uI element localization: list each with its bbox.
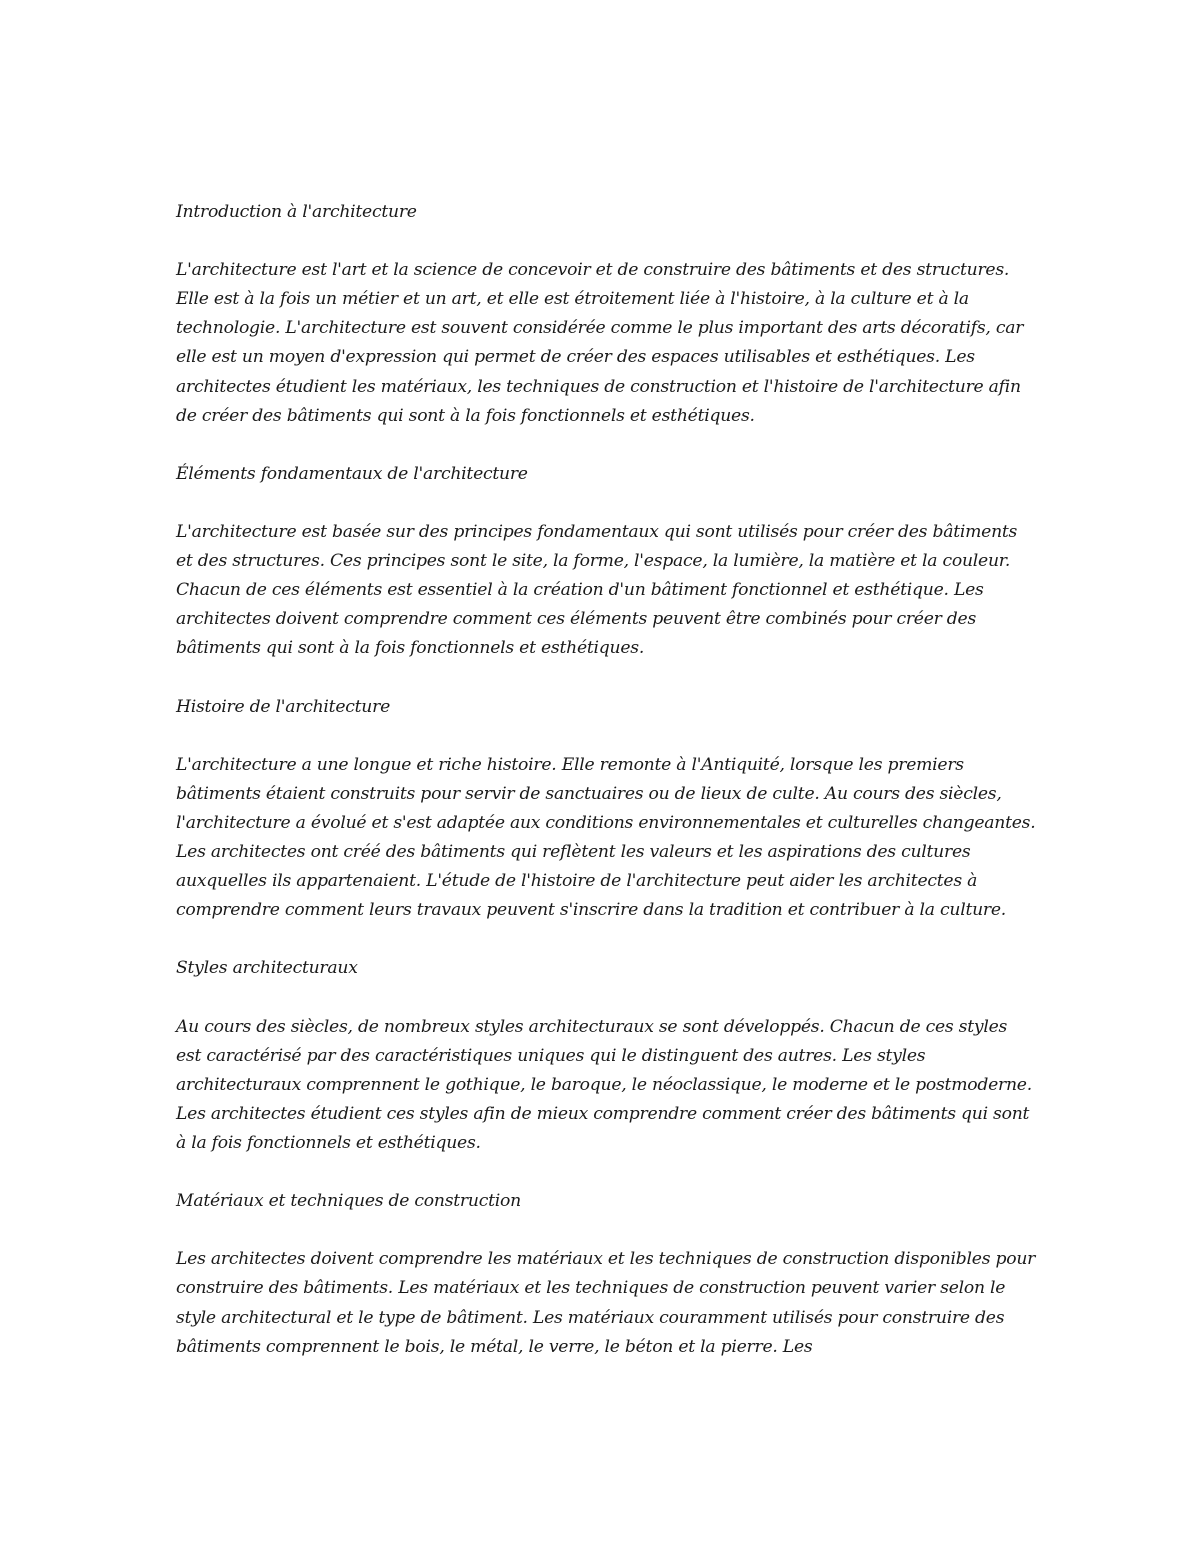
section-paragraph: Au cours des siècles, de nombreux styles architecturaux se sont développés. Chacun de ces styles est caractérisé par des caractéristiques uniques qui le distinguent des autres. Les styles architecturaux comprennent le gothique, le baroque, le néoclassique, le moderne et le postmoderne. Les architectes étudient ces styles afin de mieux comprendre comment créer des bâtiments qui sont à la fois fonctionnels et esthétiques. [176,1016,1032,1153]
section-paragraph: L'architecture est l'art et la science de concevoir et de construire des bâtiments et des structures. Elle est à la fois un métier et un art, et elle est étroitement liée à l'histoire, à la culture et à la technologie. L'architecture est souvent considérée comme le plus important des arts décoratifs, car elle est un moyen d'expression qui permet de créer des espaces utilisables et esthétiques. Les architectes étudient les matériaux, les techniques de construction et l'histoire de l'architecture afin de créer des bâtiments qui sont à la fois fonctionnels et esthétiques. [176,260,1024,426]
section-paragraph: L'architecture est basée sur des principes fondamentaux qui sont utilisés pour créer des bâtiments et des structures. Ces principes sont le site, la forme, l'espace, la lumière, la matière et la couleur. Chacun de ces éléments est essentiel à la création d'un bâtiment fonctionnel et esthétique. Les architectes doivent comprendre comment ces éléments peuvent être combinés pour créer des bâtiments qui sont à la fois fonctionnels et esthétiques. [176,522,1018,659]
section-paragraph: Les architectes doivent comprendre les matériaux et les techniques de construction disponibles pour construire des bâtiments. Les matériaux et les techniques de construction peuvent varier selon le style architectural et le type de bâtiment. Les matériaux couramment utilisés pour construire des bâtiments comprennent le bois, le métal, le verre, le béton et la pierre. Les [176,1249,1036,1357]
section-heading: Histoire de l'architecture [176,696,390,717]
section-heading: Introduction à l'architecture [176,202,417,222]
section-heading: Styles architecturaux [176,958,358,979]
section-heading: Éléments fondamentaux de l'architecture [176,463,528,484]
section-paragraph: L'architecture a une longue et riche histoire. Elle remonte à l'Antiquité, lorsque les premiers bâtiments étaient construits pour servir de sanctuaires ou de lieux de culte. Au cours des siècles, l'architecture a évolué et s'est adaptée aux conditions environnementales et culturelles changeantes. Les architectes ont créé des bâtiments qui reflètent les valeurs et les aspirations des cultures auxquelles ils appartenaient. L'étude de l'histoire de l'architecture peut aider les architectes à comprendre comment leurs travaux peuvent s'inscrire dans la tradition et contribuer à la culture. [176,754,1036,921]
document-body [176,198,1036,1391]
section-heading: Matériaux et techniques de construction [176,1191,521,1212]
